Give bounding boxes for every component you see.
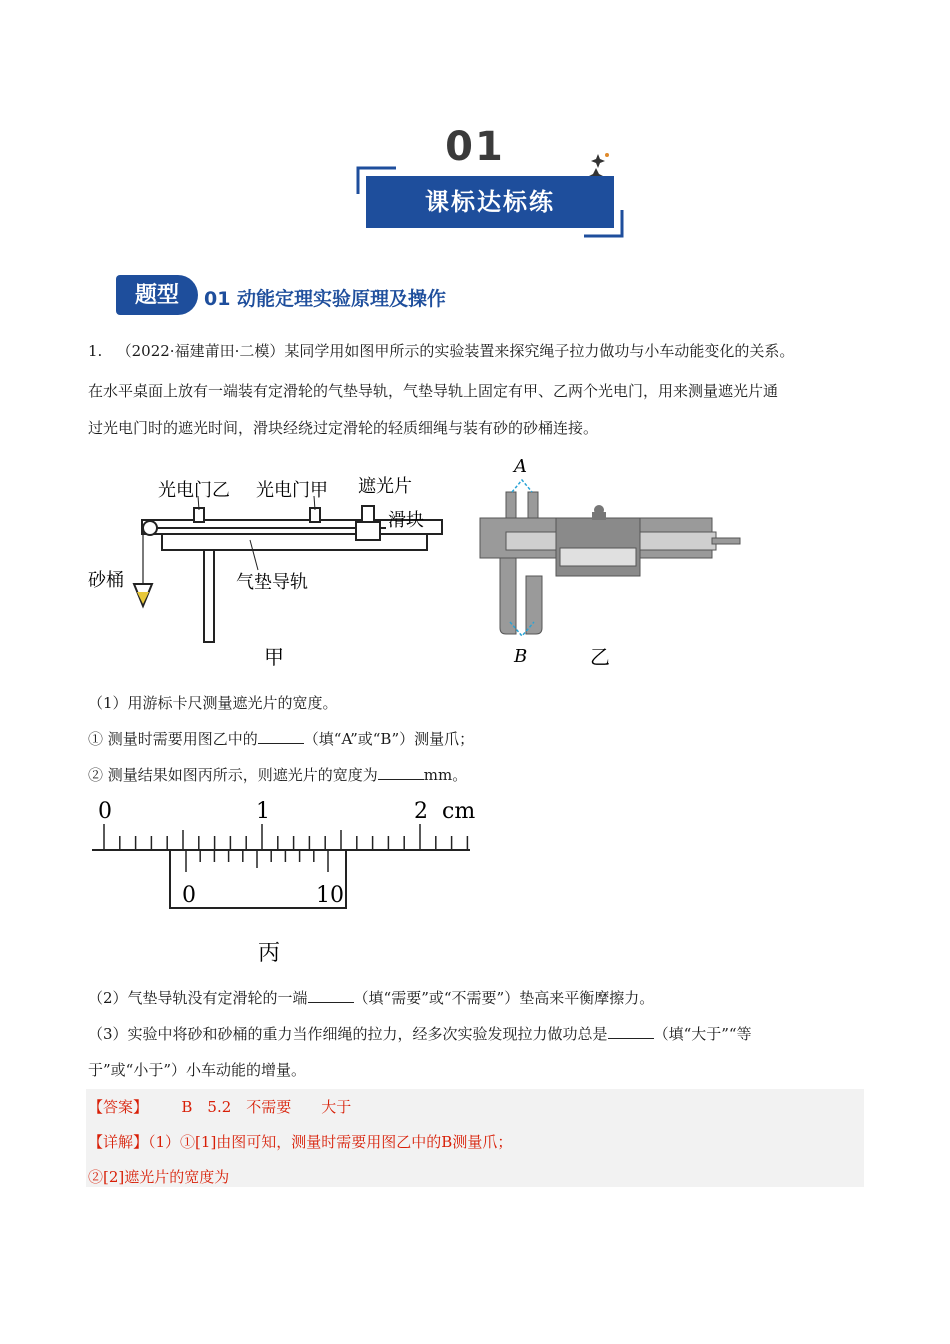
- label-shade: 遮光片: [358, 476, 412, 497]
- main-label-1: 1: [256, 799, 270, 824]
- caption-jia: 甲: [264, 645, 284, 669]
- chapter-number: 01: [445, 124, 505, 170]
- part3: （3）实验中将砂和砂桶的重力当作细绳的拉力，经多次实验发现拉力做功总是 （填“大于”“等: [88, 1025, 752, 1043]
- caption-yi: 乙: [590, 645, 610, 669]
- part3-line2: 于”或“小于”）小车动能的增量。: [88, 1061, 307, 1079]
- label-bucket: 砂桶: [88, 570, 124, 591]
- main-label-0: 0: [98, 799, 112, 824]
- question-type-badge: 题型: [116, 275, 198, 315]
- answer-values: B 5.2 不需要 大于: [181, 1098, 352, 1116]
- vernier-label-10: 10: [316, 883, 344, 908]
- figure-bing: [86, 792, 486, 972]
- label-track: 气垫导轨: [236, 572, 308, 593]
- label-a: A: [514, 456, 527, 477]
- sparkle-icon: [590, 150, 610, 172]
- section-banner: 课标达标练: [366, 176, 614, 228]
- part1-a: ① 测量时需要用图乙中的 （填“A”或“B”）测量爪；: [88, 730, 475, 748]
- figure-jia: [86, 466, 446, 672]
- answer-blank[interactable]: [608, 1024, 654, 1039]
- label-gate-jia: 光电门甲: [256, 480, 328, 501]
- label-gate-yi: 光电门乙: [158, 480, 230, 501]
- caption-bing: 丙: [258, 941, 281, 966]
- main-label-2: 2: [414, 799, 428, 824]
- label-b: B: [514, 646, 528, 667]
- question-stem-line: 在水平桌面上放有一端装有定滑轮的气垫导轨，气垫导轨上固定有甲、乙两个光电门，用来测量遮光片通: [88, 382, 779, 400]
- part1-heading: （1）用游标卡尺测量遮光片的宽度。: [88, 694, 338, 712]
- question-stem-line: 1. （2022·福建莆田·二模）某同学用如图甲所示的实验装置来探究绳子拉力做功与小车动能变化的关系。: [88, 342, 795, 360]
- unit-label: cm: [442, 799, 476, 824]
- answer-line: 【答案】 B 5.2 不需要 大于: [88, 1098, 352, 1116]
- detail-line-1: 【详解】（1）①[1]由图可知，测量时需要用图乙中的B测量爪；: [88, 1133, 513, 1151]
- question-stem-line: 过光电门时的遮光时间，滑块经绕过定滑轮的轻质细绳与装有砂的砂桶连接。: [88, 419, 599, 437]
- figure-yi: [476, 452, 746, 672]
- part1-b: ② 测量结果如图丙所示，则遮光片的宽度为 mm。: [88, 766, 468, 784]
- vernier-label-0: 0: [182, 883, 196, 908]
- detail-line-2: ②[2]遮光片的宽度为: [88, 1168, 230, 1186]
- part2: （2）气垫导轨没有定滑轮的一端 （填“需要”或“不需要”）垫高来平衡摩擦力。: [88, 989, 655, 1007]
- answer-blank[interactable]: [258, 729, 304, 744]
- answer-blank[interactable]: [378, 765, 424, 780]
- answer-blank[interactable]: [308, 988, 354, 1003]
- label-slider: 滑块: [388, 510, 424, 531]
- section-title: 01 动能定理实验原理及操作: [204, 288, 447, 310]
